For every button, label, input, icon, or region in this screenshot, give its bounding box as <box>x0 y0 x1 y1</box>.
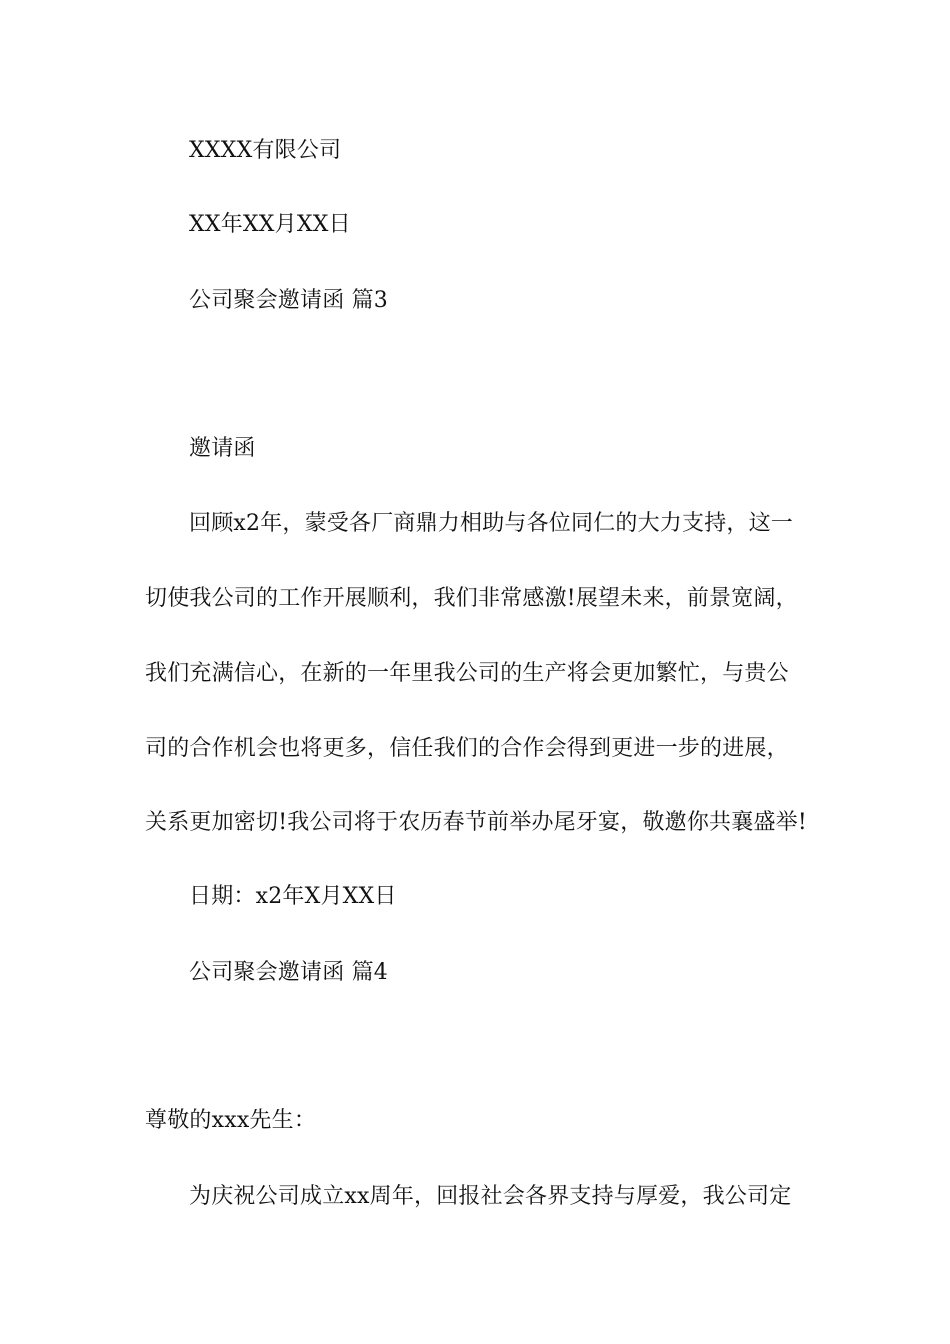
paragraph-line: 我们充满信心，在新的一年里我公司的生产将会更加繁忙，与贵公 <box>145 661 789 686</box>
paragraph-line: 切使我公司的工作开展顺利，我们非常感激!展望未来，前景宽阔， <box>145 586 798 611</box>
paragraph-line: 司的合作机会也将更多，信任我们的合作会得到更进一步的进展， <box>145 736 789 761</box>
event-date: 日期：x2年X月XX日 <box>189 884 397 909</box>
salutation: 尊敬的xxx先生： <box>145 1108 317 1133</box>
paragraph-line: 回顾x2年，蒙受各厂商鼎力相助与各位同仁的大力支持，这一 <box>189 511 794 536</box>
section-heading-3: 公司聚会邀请函 篇3 <box>189 288 388 313</box>
paragraph-line: 为庆祝公司成立xx周年，回报社会各界支持与厚爱，我公司定 <box>189 1184 792 1209</box>
paragraph-line: 关系更加密切!我公司将于农历春节前举办尾牙宴，敬邀你共襄盛举! <box>145 810 807 835</box>
invitation-title: 邀请函 <box>189 436 256 461</box>
section-heading-4: 公司聚会邀请函 篇4 <box>189 960 388 985</box>
company-name: XXXX有限公司 <box>189 138 342 163</box>
date-line: XX年XX月XX日 <box>189 212 351 237</box>
